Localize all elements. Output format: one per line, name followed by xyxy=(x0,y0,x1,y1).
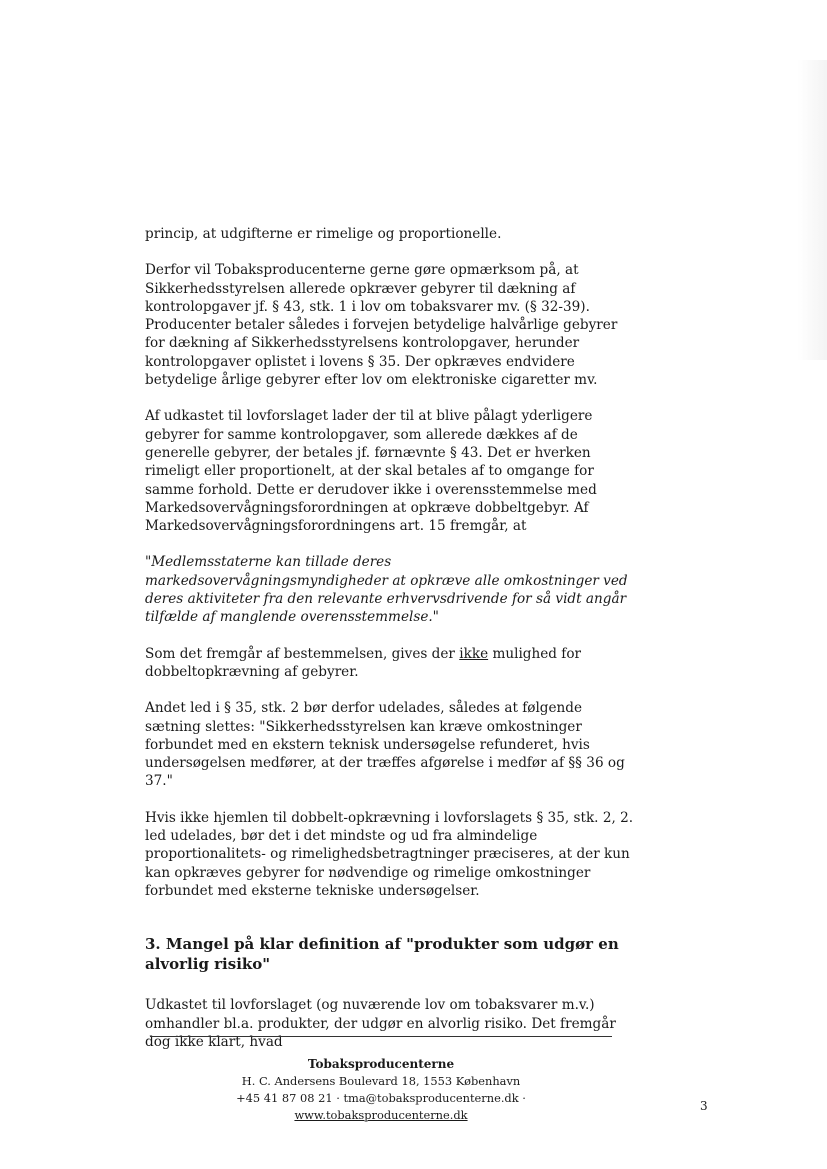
paragraph-proportionality: Hvis ikke hjemlen til dobbelt-opkrævning i lovforslagets § 35, stk. 2, 2. led udelades, bør det i det mindste og ud fra almindelige proportionalitets- og rimelighedsbetragtninger præciseres, at der kun kan opkræves gebyrer for nødvendige og rimelige omkostninger forbundet med eksterne tekniske undersøgelser. xyxy=(145,809,634,899)
footer-address: H. C. Andersens Boulevard 18, 1553 København xyxy=(241,1074,521,1088)
document-body xyxy=(145,225,635,1069)
footer-website-link[interactable]: www.tobaksproducenterne.dk xyxy=(294,1108,468,1122)
section-heading: 3. Mangel på klar definition af "produkter som udgør en alvorlig risiko" xyxy=(145,935,619,974)
footer-divider xyxy=(150,1036,612,1037)
footer xyxy=(150,1056,612,1124)
footer-organization: Tobaksproducenterne xyxy=(307,1057,455,1071)
paragraph-existing-fees: Derfor vil Tobaksproducenterne gerne gøre opmærksom på, at Sikkerhedsstyrelsen allerede opkræver gebyrer til dækning af kontrolopgaver jf. § 43, stk. 1 i lov om tobaksvarer mv. (§ 32-39). Producenter betaler således i forvejen betydelige halvårlige gebyrer for dækning af Sikkerhedsstyrelsens kontrolopgaver, herunder kontrolopgaver oplistet i lovens § 35. Der opkræves endvidere betydelige årlige gebyrer efter lov om elektroniske cigaretter mv. xyxy=(145,262,618,389)
paragraph-serious-risk: Udkastet til lovforslaget (og nuværende lov om tobaksvarer m.v.) omhandler bl.a. produkter, der udgør en alvorlig risiko. Det fremgår dog ikke klart, hvad xyxy=(145,997,616,1050)
scan-edge-shadow xyxy=(797,60,827,360)
paragraph-section-35: Andet led i § 35, stk. 2 bør derfor udelades, således at følgende sætning slettes: "Sikkerhedsstyrelsen kan kræve omkostninger forbundet med en ekstern teknisk undersøgelse refunderet, hvis undersøgelsen medfører, at der træffes afgørelse i medfør af §§ 36 og 37." xyxy=(145,700,625,790)
underlined-word: ikke xyxy=(459,645,489,662)
page-number: 3 xyxy=(700,1099,708,1113)
footer-contact xyxy=(150,1090,612,1124)
regulation-quote: "Medlemsstaterne kan tillade deres markedsovervågningsmyndigheder at opkræve alle omkostninger ved deres aktiviteter fra den relevante erhvervsdrivende for så vidt angår tilfælde af manglende overensstemmelse." xyxy=(145,554,628,626)
text-segment: mulighed for dobbeltopkrævning af gebyrer. xyxy=(145,645,582,680)
paragraph-double-fees: Af udkastet til lovforslaget lader der til at blive pålagt yderligere gebyrer for samme kontrolopgaver, som allerede dækkes af de generelle gebyrer, der betales jf. førnævnte § 43. Det er hverken rimeligt eller proportionelt, at der skal betales af to omgange for samme forhold. Dette er derudover ikke i overensstemmelse med Markedsovervågningsforordningen at opkræve dobbeltgebyr. Af Markedsovervågningsforordningens art. 15 fremgår, at xyxy=(145,408,597,535)
text-segment: Som det fremgår af bestemmelsen, gives der xyxy=(145,645,460,662)
paragraph-no-double-charge xyxy=(145,645,635,682)
footer-phone-email: +45 41 87 08 21 · tma@tobaksproducenterne.dk · xyxy=(236,1091,526,1105)
paragraph-intro: princip, at udgifterne er rimelige og proportionelle. xyxy=(145,226,502,242)
